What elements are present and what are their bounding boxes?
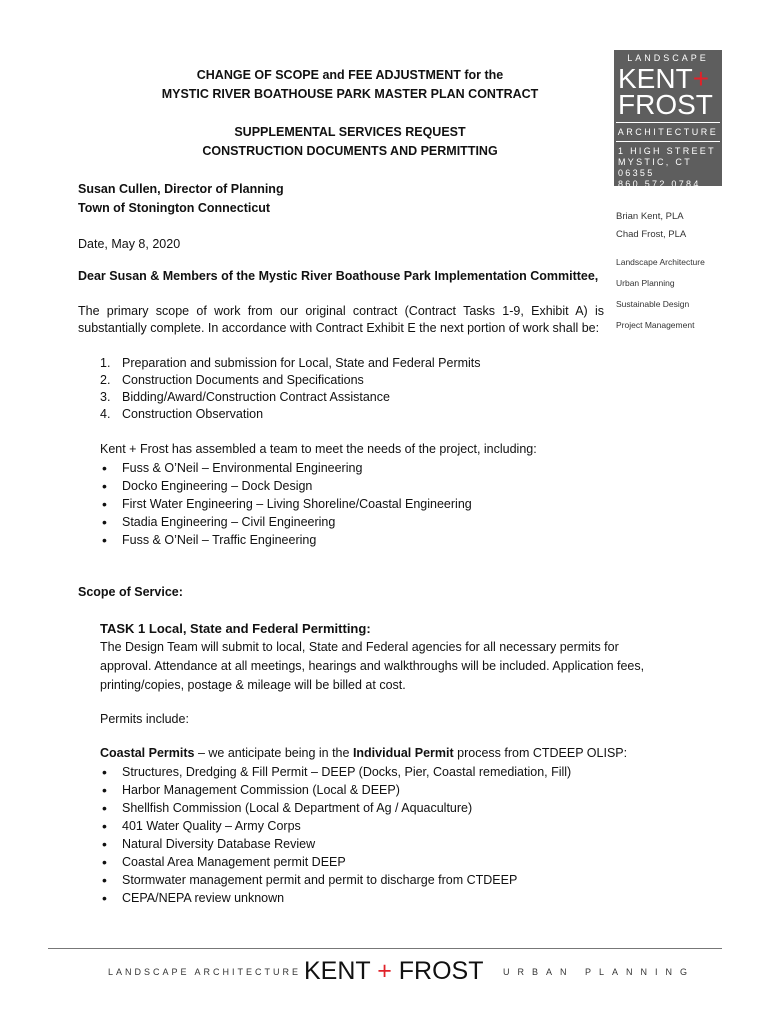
permits-include: Permits include: <box>100 712 189 726</box>
intro-paragraph: The primary scope of work from our original contract (Contract Tasks 1-9, Exhibit A) is substantially complete. In accordance with Contract Exhibit E the next portion of work shall be: <box>78 304 604 335</box>
list-item: • Fuss & O’Neil – Traffic Engineering <box>102 532 317 548</box>
sidebar-person-2: Chad Frost, PLA <box>616 229 687 240</box>
company-logo <box>614 50 722 200</box>
logo-landscape: LANDSCAPE <box>627 53 709 63</box>
logo-divider <box>616 122 720 123</box>
title-line-4: CONSTRUCTION DOCUMENTS AND PERMITTING <box>202 144 498 158</box>
list-item: • Docko Engineering – Dock Design <box>102 478 313 494</box>
recipient-name: Susan Cullen, Director of Planning <box>78 182 284 196</box>
list-item: • First Water Engineering – Living Shoreline/Coastal Engineering <box>102 496 472 512</box>
list-item: • Stadia Engineering – Civil Engineering <box>102 514 336 530</box>
logo-phone: 860.572.0784 <box>618 179 701 189</box>
task1-body: The Design Team will submit to local, State and Federal agencies for all necessary permits for approval. Attendance at all meetings, hearings and walkthroughs will be included. Application fees, printing/copies, postage & mileage will be billed at cost. <box>100 640 645 692</box>
sidebar-person-1: Brian Kent, PLA <box>616 211 684 222</box>
list-item: • CEPA/NEPA review unknown <box>102 890 285 906</box>
list-item: • Structures, Dredging & Fill Permit – DEEP (Docks, Pier, Coastal remediation, Fill) <box>102 764 572 780</box>
task1-heading: TASK 1 Local, State and Federal Permitting: <box>100 621 371 636</box>
list-item: 1. Preparation and submission for Local, State and Federal Permits <box>100 356 481 370</box>
list-item: • Harbor Management Commission (Local & DEEP) <box>102 782 400 798</box>
list-item: • Stormwater management permit and permit to discharge from CTDEEP <box>102 872 518 888</box>
title-line-2: MYSTIC RIVER BOATHOUSE PARK MASTER PLAN CONTRACT <box>161 87 539 101</box>
sidebar-service: Urban Planning <box>616 278 675 288</box>
work-items-list <box>100 355 600 423</box>
list-item: • Coastal Area Management permit DEEP <box>102 854 346 870</box>
list-item: • Fuss & O’Neil – Environmental Engineering <box>102 460 363 476</box>
list-item: • Shellfish Commission (Local & Department of Ag / Aquaculture) <box>102 800 473 816</box>
list-item: 2. Construction Documents and Specifications <box>100 373 364 387</box>
footer-logo: KENT + FROST <box>304 957 484 985</box>
recipient-org: Town of Stonington Connecticut <box>78 201 271 215</box>
list-item: 4. Construction Observation <box>100 407 264 421</box>
logo-frost: FROST <box>618 89 713 120</box>
sidebar-service: Sustainable Design <box>616 299 690 309</box>
permits-list <box>100 763 640 907</box>
title-line-1: CHANGE OF SCOPE and FEE ADJUSTMENT for the <box>196 68 504 82</box>
list-item: • 401 Water Quality – Army Corps <box>102 818 301 834</box>
logo-website: kentfrost.com <box>618 190 702 200</box>
team-list <box>100 459 600 549</box>
footer-left-text: LANDSCAPE ARCHITECTURE <box>108 967 302 977</box>
footer-right-text: URBAN PLANNING <box>503 967 696 977</box>
logo-address-1: 1 HIGH STREET <box>618 146 716 156</box>
salutation: Dear Susan & Members of the Mystic River Boathouse Park Implementation Committee, <box>78 269 599 283</box>
coastal-permits-line: Coastal Permits – we anticipate being in the Individual Permit process from CTDEEP OLISP: <box>100 746 628 760</box>
title-line-3: SUPPLEMENTAL SERVICES REQUEST <box>234 125 466 139</box>
list-item: • Natural Diversity Database Review <box>102 836 316 852</box>
scope-heading: Scope of Service: <box>78 585 183 599</box>
list-item: 3. Bidding/Award/Construction Contract Assistance <box>100 390 390 404</box>
logo-divider <box>616 141 720 142</box>
team-intro: Kent + Frost has assembled a team to meet the needs of the project, including: <box>100 442 537 456</box>
letter-date: Date, May 8, 2020 <box>78 237 181 251</box>
logo-architecture: ARCHITECTURE <box>617 127 719 137</box>
footer-divider <box>48 948 722 949</box>
sidebar-service: Project Management <box>616 320 695 330</box>
logo-kent: KENT+ <box>618 63 710 94</box>
logo-address-2: MYSTIC, CT 06355 <box>618 157 692 178</box>
sidebar-service: Landscape Architecture <box>616 257 705 267</box>
